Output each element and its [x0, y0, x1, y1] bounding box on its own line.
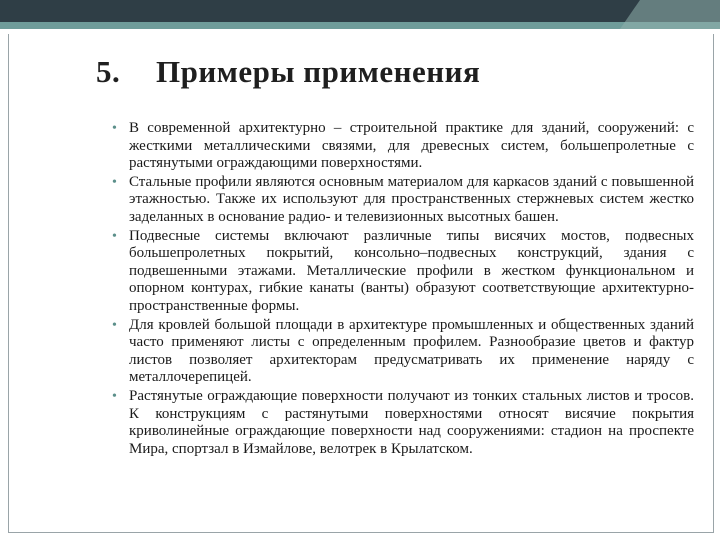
header-band-dark — [0, 0, 720, 22]
header-band-accent — [0, 22, 720, 29]
slide-title-number: 5. — [96, 54, 121, 89]
bullet-text: Стальные профили являются основным материалом для каркасов зданий с повышенной этажностью. Также их используют для пространственных стержневых систем жестко заделанных в основание радио- и телевизионных высотных башен. — [129, 173, 694, 225]
bullet-item — [112, 388, 694, 458]
bullet-item — [112, 317, 694, 387]
bullet-icon: • — [112, 317, 117, 333]
bullet-text: В современной архитектурно – строительной практике для зданий, сооружений: с жесткими металлическими связями, для древесных систем, большепролетные с растянутыми ограждающими поверхностями. — [129, 120, 694, 172]
bullet-icon: • — [112, 174, 117, 190]
slide-content — [112, 120, 694, 459]
slide-title-text: Примеры применения — [156, 54, 481, 89]
bullet-text: Подвесные системы включают различные типы висячих мостов, подвесных большепролетных покрытий, консольно–подвесных конструкций, здания с подвешенными этажами. Металлические профили в жестком функциональном и опорном контурах, гибкие канаты (ванты) образуют соответствующие архитектурно-пространственные формы. — [129, 227, 694, 314]
bullet-list — [112, 120, 694, 458]
slide-title — [96, 54, 480, 90]
bullet-text: Для кровлей большой площади в архитектуре промышленных и общественных зданий часто применяют листы с определенным профилем. Разнообразие цветов и фактур листов позволяет архитекторам предусматривать их применение наряду с металлочерепицей. — [129, 316, 694, 386]
bullet-icon: • — [112, 121, 117, 136]
bullet-text: Растянутые ограждающие поверхности получают из тонких стальных листов и тросов. К конструкциям с растянутыми поверхностями относят висячие покрытия криволинейные ограждающие поверхности над сооружениями: стадион на проспекте Мира, спортзал в Измайлове, велотрек в Крылатском. — [129, 387, 694, 457]
bullet-icon: • — [112, 388, 117, 404]
bullet-item — [112, 174, 694, 227]
bullet-icon: • — [112, 228, 117, 244]
bullet-item — [112, 228, 694, 316]
bullet-item — [112, 120, 694, 173]
